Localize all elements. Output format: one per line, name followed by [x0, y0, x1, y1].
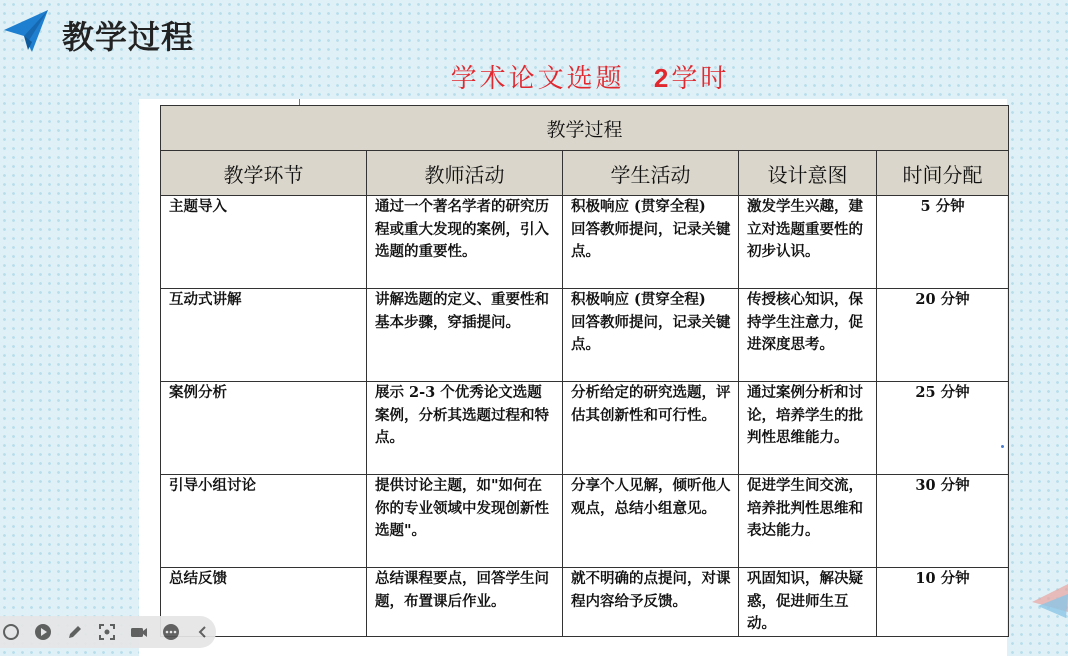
- stage-cell: 案例分析: [161, 382, 367, 475]
- pen-icon[interactable]: [66, 623, 84, 641]
- stage-cell: 主题导入: [161, 196, 367, 289]
- student-activity-cell: 分析给定的研究选题，评估其创新性和可行性。: [563, 382, 739, 475]
- table-row: [161, 475, 1009, 568]
- heading-text: 学术论文选题: [450, 64, 625, 94]
- play-icon[interactable]: [34, 623, 52, 641]
- stage-cell: 互动式讲解: [161, 289, 367, 382]
- design-intent-cell: 通过案例分析和讨论，培养学生的批判性思维能力。: [739, 382, 877, 475]
- table-row: [161, 196, 1009, 289]
- teacher-activity-cell: 通过一个著名学者的研究历程或重大发现的案例，引入选题的重要性。: [367, 196, 563, 289]
- design-intent-cell: 传授核心知识，保持学生注意力，促进深度思考。: [739, 289, 877, 382]
- collapse-icon[interactable]: [194, 623, 212, 641]
- paper-plane-icon: [2, 6, 50, 54]
- time-cell: 5 分钟: [877, 196, 1009, 289]
- design-intent-cell: 促进学生间交流，培养批判性思维和表达能力。: [739, 475, 877, 568]
- student-activity-cell: 积极响应 (贯穿全程) 回答教师提问，记录关键点。: [563, 196, 739, 289]
- time-cell: 20 分钟: [877, 289, 1009, 382]
- decoration-icon: [1028, 572, 1068, 622]
- heading-hours-number: 2: [653, 63, 672, 93]
- presentation-toolbar: [0, 616, 216, 648]
- column-header: 时间分配: [877, 151, 1009, 196]
- table-row: [161, 289, 1009, 382]
- table-title: 教学过程: [161, 106, 1009, 151]
- time-cell: 30 分钟: [877, 475, 1009, 568]
- stage-cell: 总结反馈: [161, 568, 367, 637]
- teacher-activity-cell: 总结课程要点，回答学生问题，布置课后作业。: [367, 568, 563, 637]
- teacher-activity-cell: 提供讨论主题，如"如何在你的专业领域中发现创新性选题"。: [367, 475, 563, 568]
- time-cell: 25 分钟: [877, 382, 1009, 475]
- document-page: [139, 99, 1007, 656]
- student-activity-cell: 就不明确的点提问，对课程内容给予反馈。: [563, 568, 739, 637]
- camera-icon[interactable]: [130, 623, 148, 641]
- design-intent-cell: 激发学生兴趣，建立对选题重要性的初步认识。: [739, 196, 877, 289]
- lesson-plan-table: [160, 105, 1009, 637]
- teacher-activity-cell: 展示 2-3 个优秀论文选题案例，分析其选题过程和特点。: [367, 382, 563, 475]
- time-cell: 10 分钟: [877, 568, 1009, 637]
- column-header: 设计意图: [739, 151, 877, 196]
- teacher-activity-cell: 讲解选题的定义、重要性和基本步骤，穿插提问。: [367, 289, 563, 382]
- stage-cell: 引导小组讨论: [161, 475, 367, 568]
- table-row: [161, 568, 1009, 637]
- page-title: 教学过程: [62, 18, 195, 56]
- column-header: 教师活动: [367, 151, 563, 196]
- heading-hours-unit: 学时: [671, 64, 730, 94]
- table-row: [161, 382, 1009, 475]
- column-header: 学生活动: [563, 151, 739, 196]
- student-activity-cell: 积极响应 (贯穿全程) 回答教师提问，记录关键点。: [563, 289, 739, 382]
- title-bar: [0, 0, 400, 70]
- slide-heading: [440, 58, 740, 95]
- cursor-dot: [1001, 445, 1004, 448]
- student-activity-cell: 分享个人见解，倾听他人观点，总结小组意见。: [563, 475, 739, 568]
- more-icon[interactable]: [162, 623, 180, 641]
- screenshot-icon[interactable]: [98, 623, 116, 641]
- column-header: 教学环节: [161, 151, 367, 196]
- prev-icon[interactable]: [2, 623, 20, 641]
- design-intent-cell: 巩固知识，解决疑惑，促进师生互动。: [739, 568, 877, 637]
